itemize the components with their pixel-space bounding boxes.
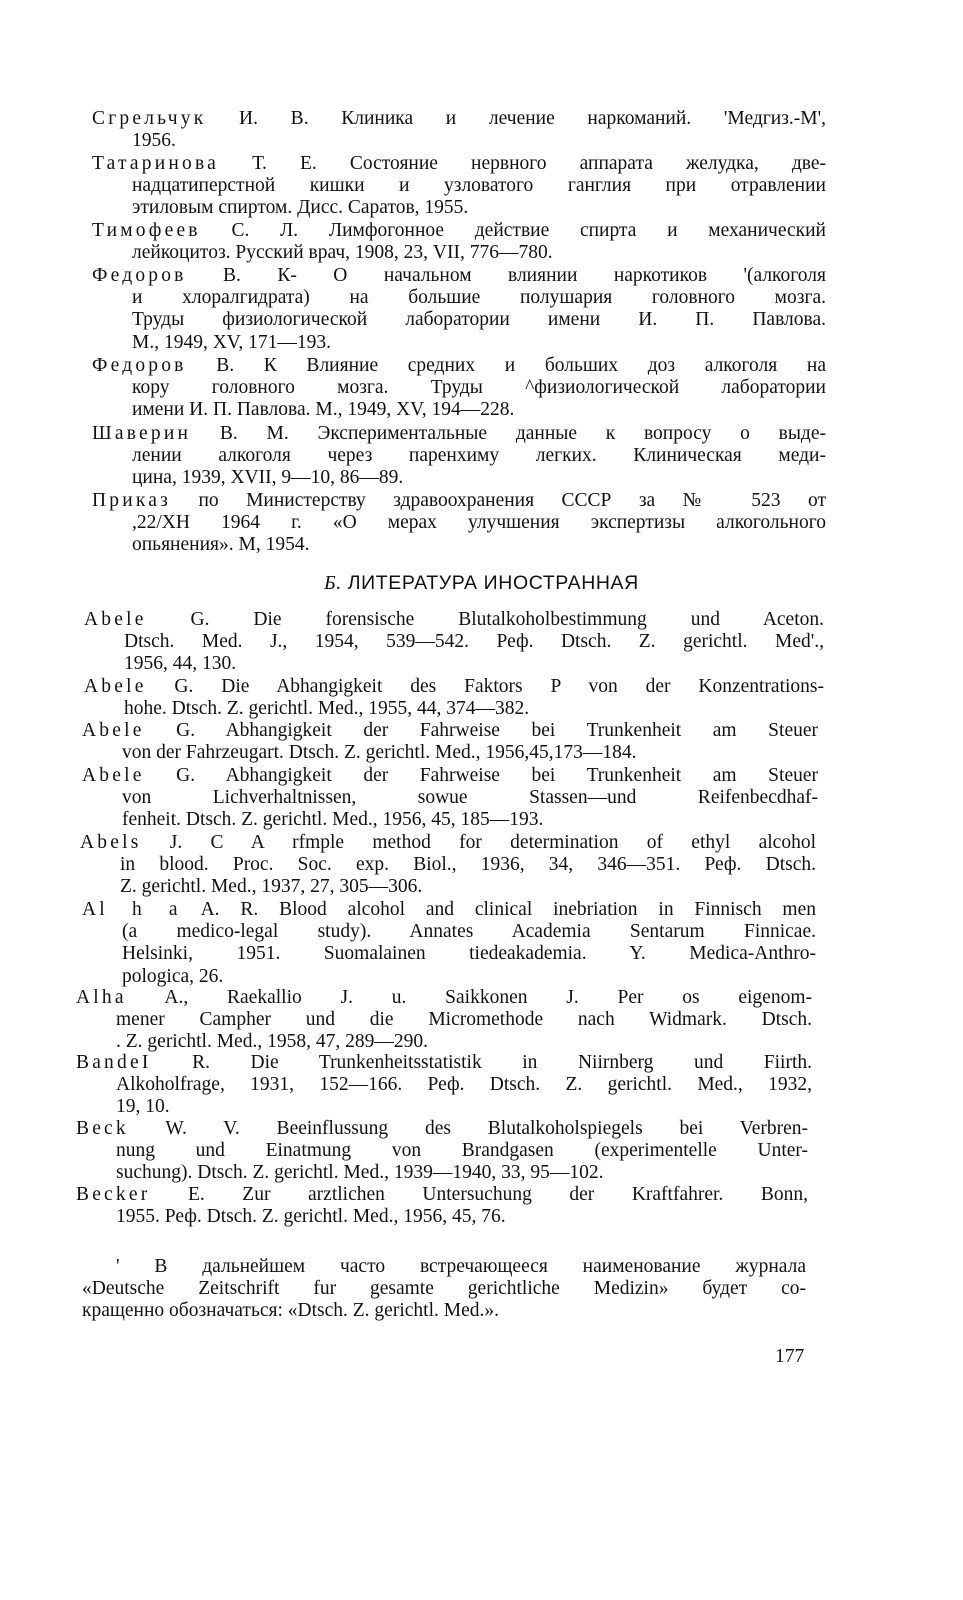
reference-line xyxy=(92,423,826,445)
reference-author: Шаверин xyxy=(92,423,192,444)
reference-text: A. R. Blood alcohol and clinical inebriation in Finnisch men xyxy=(180,899,816,920)
reference-line xyxy=(92,467,826,489)
reference-line xyxy=(76,1052,812,1074)
reference-author: Сгрельчук xyxy=(92,108,207,129)
reference-text: лении алкоголя через паренхиму легких. Клиническая меди- xyxy=(132,445,826,467)
reference-text: Т. Е. Состояние нервного аппарата желудка, две- xyxy=(218,153,826,174)
reference-text: Alkoholfrage, 1931, 152—166. Реф. Dtsch. Z. gerichtl. Med., 1932, xyxy=(116,1074,812,1096)
reference-line xyxy=(92,130,826,152)
reference-text: 19, 10. xyxy=(116,1096,170,1118)
reference-text: лейкоцитоз. Русский врач, 1908, 23, VII, 776—780. xyxy=(132,242,553,264)
reference-text: nung und Einatmung von Brandgasen (experimentelle Unter- xyxy=(116,1140,808,1162)
reference-author: Тимофеев xyxy=(92,220,201,241)
reference-line xyxy=(92,287,826,309)
reference-text: и хлоралгидрата) на большие полушария головного мозга. xyxy=(132,287,826,309)
reference-entry xyxy=(92,265,826,354)
reference-text: W. V. Beeinflussung des Blutalkoholspiegels bei Verbren- xyxy=(128,1118,808,1139)
reference-entry xyxy=(84,609,824,676)
reference-line xyxy=(92,153,826,175)
reference-text: Dtsch. Med. J., 1954, 539—542. Реф. Dtsch. Z. gerichtl. Med'., xyxy=(124,631,824,653)
reference-line xyxy=(80,832,816,854)
reference-line xyxy=(80,854,816,876)
reference-entry xyxy=(92,423,826,490)
reference-line xyxy=(76,1031,812,1053)
reference-text: И. В. Клиника и лечение наркоманий. 'Медгиз.-М', xyxy=(206,108,826,129)
reference-line xyxy=(84,676,824,698)
reference-text: 1955. Реф. Dtsch. Z. gerichtl. Med., 1956, 45, 76. xyxy=(116,1206,506,1228)
reference-text: A., Raekallio J. u. Saikkonen J. Per os eigenom- xyxy=(126,987,812,1008)
reference-text: имени И. П. Павлова. М., 1949, XV, 194—228. xyxy=(132,399,515,421)
reference-line xyxy=(82,809,818,831)
reference-author: Abels xyxy=(80,832,142,853)
reference-text: 1956, 44, 130. xyxy=(124,653,237,675)
reference-entry xyxy=(92,355,826,422)
reference-text: С. Л. Лимфогонное действие спирта и механический xyxy=(200,220,826,241)
reference-text: . Z. gerichtl. Med., 1958, 47, 289—290. xyxy=(116,1031,428,1053)
reference-line xyxy=(76,1118,808,1140)
reference-line xyxy=(92,512,826,534)
reference-entry xyxy=(80,832,816,899)
reference-line xyxy=(92,242,826,264)
reference-line xyxy=(92,534,826,556)
reference-text: М., 1949, XV, 171—193. xyxy=(132,331,331,353)
reference-author: Приказ xyxy=(92,490,172,511)
reference-text: von der Fahrzeugart. Dtsch. Z. gerichtl. Med., 1956,45,173—184. xyxy=(122,742,637,764)
reference-author: Abele xyxy=(82,765,145,786)
reference-line xyxy=(76,1162,808,1184)
reference-line xyxy=(92,108,826,130)
reference-text: von Lichverhaltnissen, sowue Stassen—und Reifenbecdhaf- xyxy=(122,787,818,809)
reference-line xyxy=(82,899,816,921)
reference-entry xyxy=(84,676,824,720)
reference-text: in blood. Proc. Soc. exp. Biol., 1936, 34, 346—351. Реф. Dtsch. xyxy=(120,854,816,876)
reference-text: R. Die Trunkenheitsstatistik in Niirnberg und Fiirth. xyxy=(151,1052,812,1073)
reference-line xyxy=(92,445,826,467)
reference-line xyxy=(76,1074,812,1096)
reference-text: Z. gerichtl. Med., 1937, 27, 305—306. xyxy=(120,876,423,898)
reference-text: E. Zur arztlichen Untersuchung der Kraftfahrer. Bonn, xyxy=(150,1184,808,1205)
reference-author: Федоров xyxy=(92,265,187,286)
reference-text: G. Die forensische Blutalkoholbestimmung und Aceton. xyxy=(146,609,824,630)
reference-entry xyxy=(82,765,818,832)
reference-line xyxy=(84,631,824,653)
footnote-line: ' В дальнейшем часто встречающееся наименование журнала xyxy=(116,1256,806,1277)
reference-text: кору головного мозга. Труды ^физиологической лаборатории xyxy=(132,377,826,399)
reference-line xyxy=(82,966,816,988)
reference-author: Al h a xyxy=(82,899,181,920)
section-title: ЛИТЕРАТУРА ИНОСТРАННАЯ xyxy=(341,572,639,594)
page-number: 177 xyxy=(775,1346,805,1367)
reference-entry xyxy=(92,153,826,220)
reference-entry xyxy=(76,987,812,1054)
reference-line xyxy=(92,355,826,377)
reference-text: В. К- О начальном влиянии наркотиков '(алкоголя xyxy=(186,265,826,286)
reference-line xyxy=(80,876,816,898)
reference-author: Becker xyxy=(76,1184,151,1205)
reference-line xyxy=(76,1009,812,1031)
reference-entry xyxy=(82,720,818,764)
reference-line xyxy=(82,742,818,764)
reference-text: цина, 1939, XVII, 9—10, 86—89. xyxy=(132,467,404,489)
reference-text: надцатиперстной кишки и узловатого ганглия при отравлении xyxy=(132,175,826,197)
reference-line xyxy=(84,653,824,675)
reference-entry xyxy=(92,108,826,152)
reference-line xyxy=(76,1184,808,1206)
reference-author: Татаринова xyxy=(92,153,219,174)
reference-text: mener Campher und die Micromethode nach Widmark. Dtsch. xyxy=(116,1009,812,1031)
reference-text: этиловым спиртом. Дисс. Саратов, 1955. xyxy=(132,197,469,219)
reference-line xyxy=(82,787,818,809)
reference-line xyxy=(76,1140,808,1162)
footnote xyxy=(82,1256,806,1323)
reference-line xyxy=(76,1096,812,1118)
reference-text: ,22/XH 1964 г. «О мерах улучшения экспертизы алкогольного xyxy=(132,512,826,534)
reference-line xyxy=(92,332,826,354)
footnote-line: «Deutsche Zeitschrift fur gesamte gerichtliche Medizin» будет со- xyxy=(82,1278,806,1300)
reference-line xyxy=(92,490,826,512)
reference-text: 1956. xyxy=(132,130,176,152)
reference-line xyxy=(82,765,818,787)
reference-text: G. Die Abhangigkeit des Faktors P von der Konzentrations- xyxy=(146,676,824,697)
reference-entry xyxy=(76,1118,808,1185)
reference-entry xyxy=(76,1184,808,1228)
reference-author: Abele xyxy=(84,609,147,630)
reference-text: опьянения». М, 1954. xyxy=(132,534,310,556)
reference-text: Helsinki, 1951. Suomalainen tiedeakademia. Y. Medica-Anthro- xyxy=(122,943,816,965)
reference-line xyxy=(84,698,824,720)
reference-text: pologica, 26. xyxy=(122,965,224,987)
reference-line xyxy=(92,309,826,331)
reference-text: J. C A rfmple method for determination of ethyl alcohol xyxy=(141,832,816,853)
reference-author: Abele xyxy=(84,676,147,697)
reference-text: fenheit. Dtsch. Z. gerichtl. Med., 1956, 45, 185—193. xyxy=(122,809,544,831)
reference-text: по Министерству здравоохранения СССР за № 523 от xyxy=(171,490,826,511)
reference-author: BandeI xyxy=(76,1052,152,1073)
reference-line xyxy=(92,220,826,242)
reference-line xyxy=(76,1206,808,1228)
reference-line xyxy=(92,377,826,399)
reference-entry xyxy=(92,490,826,557)
reference-text: В. К Влияние средних и больших доз алкоголя на xyxy=(186,355,826,376)
reference-entry xyxy=(92,220,826,264)
reference-line xyxy=(82,921,816,943)
reference-line xyxy=(82,720,818,742)
reference-text: (a medico-legal study). Annates Academia Sentarum Finnicae. xyxy=(122,921,816,943)
section-heading xyxy=(0,572,963,595)
reference-author: Федоров xyxy=(92,355,187,376)
reference-line xyxy=(92,197,826,219)
reference-line xyxy=(76,987,812,1009)
reference-text: Труды физиологической лаборатории имени И. П. Павлова. xyxy=(132,309,826,331)
reference-entry xyxy=(76,1052,812,1119)
reference-text: hohe. Dtsch. Z. gerichtl. Med., 1955, 44, 374—382. xyxy=(124,698,530,720)
reference-text: В. М. Экспериментальные данные к вопросу о выде- xyxy=(191,423,826,444)
reference-line xyxy=(82,943,816,965)
reference-author: Alha xyxy=(76,987,127,1008)
reference-line xyxy=(84,609,824,631)
reference-line xyxy=(92,399,826,421)
reference-entry xyxy=(82,899,816,988)
reference-text: G. Abhangigkeit der Fahrweise bei Trunkenheit am Steuer xyxy=(144,765,818,786)
reference-author: Beck xyxy=(76,1118,129,1139)
reference-line xyxy=(92,175,826,197)
reference-author: Abele xyxy=(82,720,145,741)
footnote-line: кращенно обозначаться: «Dtsch. Z. gerichtl. Med.». xyxy=(82,1300,499,1322)
section-letter: Б. xyxy=(324,573,342,594)
reference-text: suchung). Dtsch. Z. gerichtl. Med., 1939—1940, 33, 95—102. xyxy=(116,1162,604,1184)
reference-line xyxy=(92,265,826,287)
reference-text: G. Abhangigkeit der Fahrweise bei Trunkenheit am Steuer xyxy=(144,720,818,741)
